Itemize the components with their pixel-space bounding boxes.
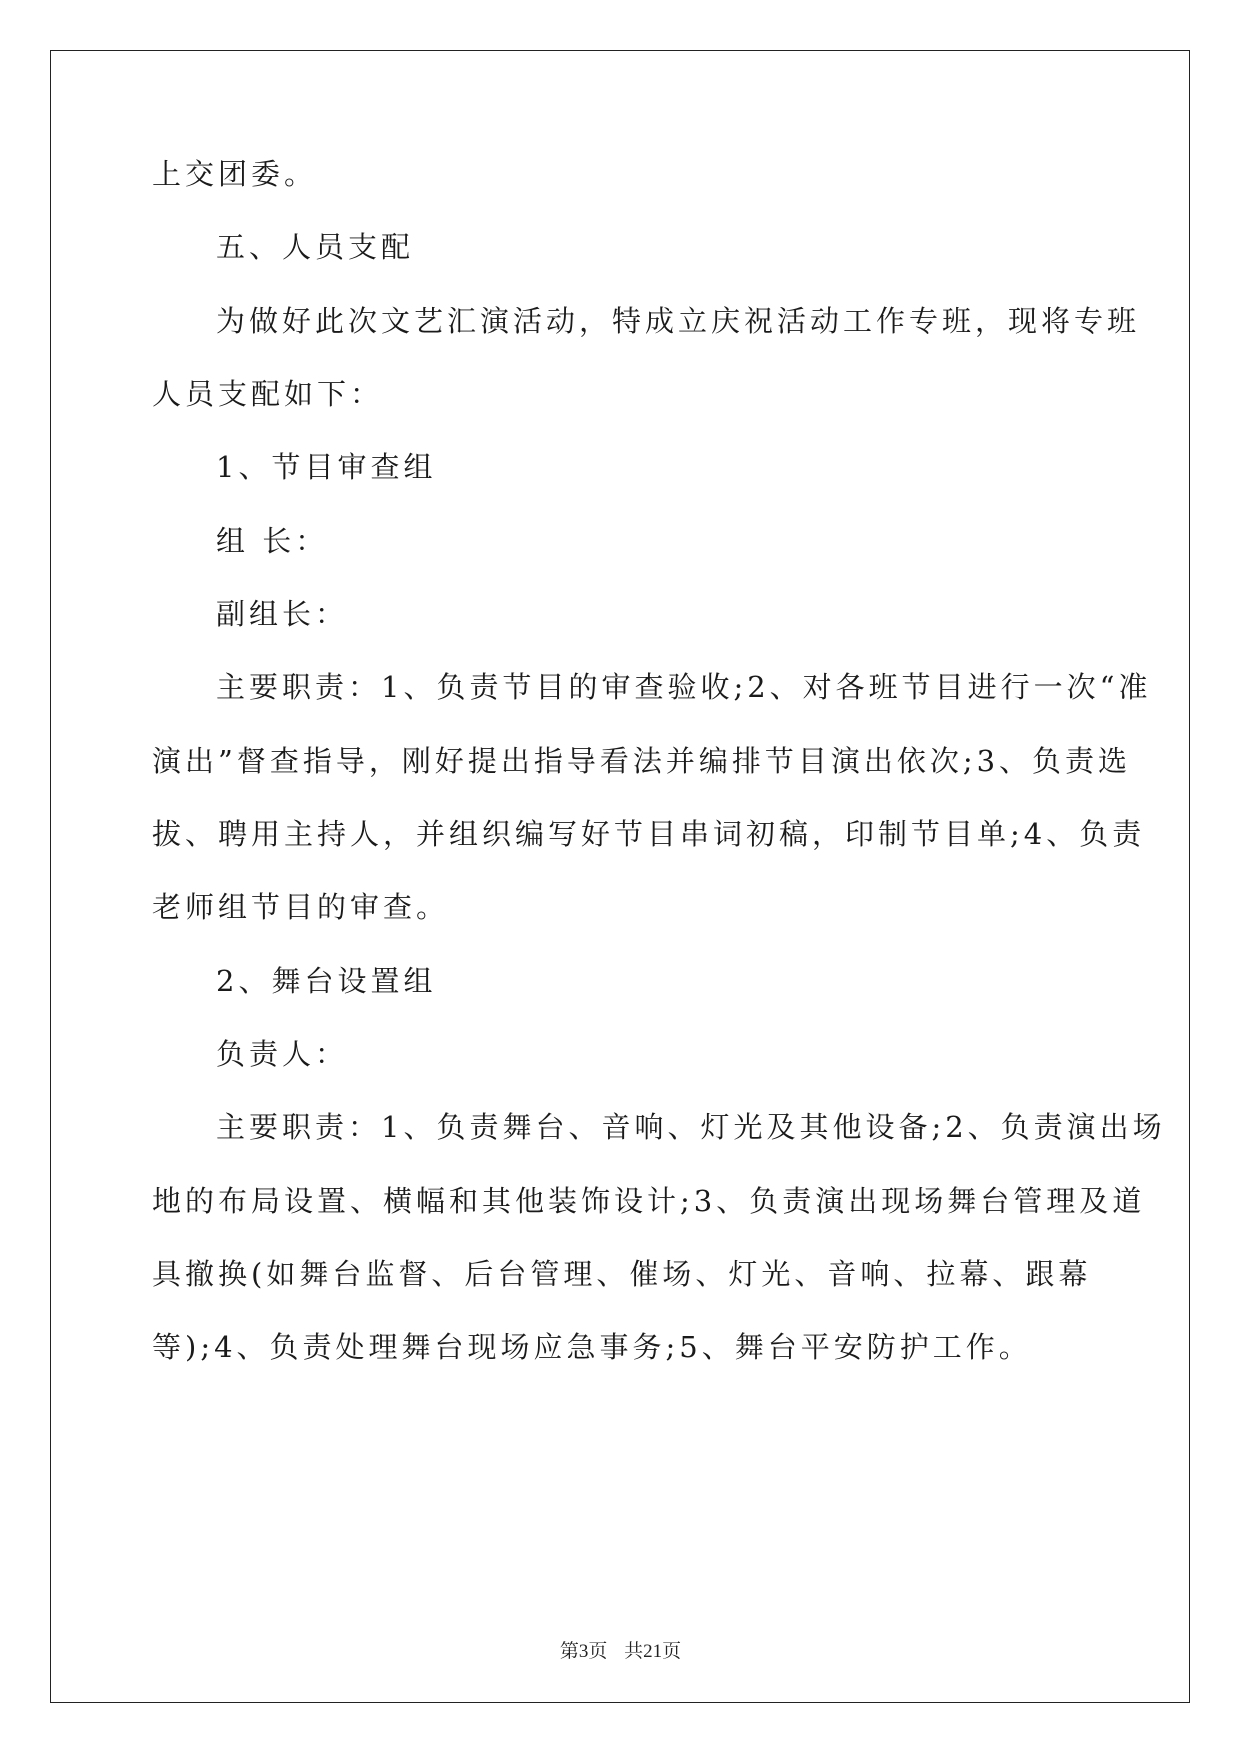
page-total: 共21页 bbox=[624, 1641, 682, 1662]
paragraph-line: 拔、聘用主持人，并组织编写好节目串词初稿，印制节目单;4、负责 bbox=[152, 817, 1146, 851]
paragraph-line: 地的布局设置、横幅和其他装饰设计;3、负责演出现场舞台管理及道 bbox=[152, 1184, 1146, 1218]
paragraph-line: 老师组节目的审查。 bbox=[152, 890, 450, 924]
paragraph-line: 人员支配如下： bbox=[152, 377, 384, 411]
section-heading: 五、人员支配 bbox=[216, 230, 415, 264]
paragraph-line: 组 长： bbox=[216, 524, 329, 558]
subsection-heading: 2、舞台设置组 bbox=[216, 964, 437, 998]
paragraph-line: 等);4、负责处理舞台现场应急事务;5、舞台平安防护工作。 bbox=[152, 1330, 1032, 1364]
paragraph-line: 负责人： bbox=[216, 1037, 349, 1071]
page-footer bbox=[0, 1636, 1241, 1663]
paragraph-line: 为做好此次文艺汇演活动，特成立庆祝活动工作专班，现将专班 bbox=[216, 304, 1141, 338]
paragraph-line: 演出”督查指导，刚好提出指导看法并编排节目演出依次;3、负责选 bbox=[152, 744, 1132, 778]
paragraph-line: 上交团委。 bbox=[152, 157, 318, 191]
paragraph-line: 具撤换(如舞台监督、后台管理、催场、灯光、音响、拉幕、跟幕 bbox=[152, 1257, 1092, 1291]
subsection-heading: 1、节目审查组 bbox=[216, 450, 437, 484]
paragraph-line: 副组长： bbox=[216, 597, 349, 631]
paragraph-line: 主要职责：1、负责节目的审查验收;2、对各班节目进行一次“准 bbox=[216, 670, 1152, 704]
page-number: 第3页 bbox=[559, 1641, 608, 1662]
page-border bbox=[50, 50, 1190, 1703]
paragraph-line: 主要职责：1、负责舞台、音响、灯光及其他设备;2、负责演出场 bbox=[216, 1110, 1166, 1144]
